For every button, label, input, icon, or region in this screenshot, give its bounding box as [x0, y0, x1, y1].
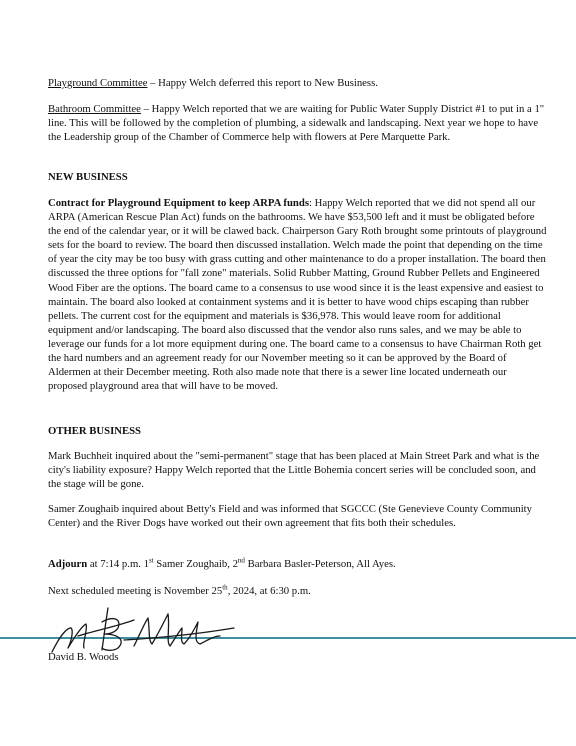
next-meeting-sup: th: [222, 583, 228, 592]
bathroom-committee-text: – Happy Welch reported that we are waiting for Public Water Supply District #1 to put in a 1" line. This will be followed by the completion of plumbing, a sidewalk and landscaping. Next year we hope to have the Leadership group of the Chamber of Commerce help with flowers at Pere Marquette Park.: [48, 103, 545, 144]
adjourn-sup-2: nd: [237, 556, 245, 565]
adjourn-text-a: at 7:14 p.m. 1: [87, 558, 149, 570]
playground-committee-text: – Happy Welch deferred this report to New Business.: [147, 77, 378, 89]
bathroom-committee-paragraph: [48, 102, 548, 144]
other-business-heading: OTHER BUSINESS: [48, 425, 141, 437]
new-business-paragraph: [48, 196, 548, 393]
next-meeting-paragraph: [48, 584, 548, 598]
adjourn-text-c: Barbara Basler-Peterson, All Ayes.: [244, 558, 396, 570]
other-business-paragraph-1: Mark Buchheit inquired about the "semi-permanent" stage that has been placed at Main Street Park and what is the city's liability exposure? Happy Welch reported that the Little Bohemia concert series will be concluded soon, and the stage will be gone.: [48, 450, 540, 491]
adjourn-text-b: Samer Zoughaib, 2: [153, 558, 238, 570]
adjourn-label: Adjourn: [48, 558, 88, 570]
adjourn-paragraph: [48, 557, 548, 571]
playground-committee-paragraph: [48, 76, 548, 90]
playground-committee-label: Playground Committee: [48, 77, 148, 89]
next-meeting-text-a: Next scheduled meeting is November 25: [48, 585, 223, 597]
arpa-contract-lead: Contract for Playground Equipment to keep ARPA funds: [48, 197, 309, 209]
other-business-paragraph-2: Samer Zoughaib inquired about Betty's Field and was informed that SGCCC (Ste Genevieve County Community Center) and the River Dogs have worked out their own agreement that fits both their schedules.: [48, 503, 532, 530]
next-meeting-text-b: , 2024, at 6:30 p.m.: [227, 585, 311, 597]
arpa-contract-text: : Happy Welch reported that we did not spend all our ARPA (American Rescue Plan Act) funds on the bathrooms. We have $53,500 left and it must be obligated before the end of the calendar year, or it will be clawed back. Chairperson Gary Roth brought some printouts of playground sets for the board to review. The board then discussed installation. Welch made the point that depending on the time of year the city may be too busy with grass cutting and other maintenance to do a proper installation. The board then discussed the three options for "fall zone" materials. Solid Rubber Matting, Ground Rubber Pellets and Engineered Wood Fiber are the options. The board came to a consensus to use wood since it is the least expensive and easiest to maintain. The board also looked at containment systems and it is better to have wood chips escaping than rubber pellets. The current cost for the equipment and materials is $36,978. This would leave room for additional equipment and/or landscaping. The board also discussed that the vendor also runs sales, and we may be able to leverage our funds for a lot more equipment during one. The board came to a consensus to have Chairman Roth get the hard numbers and an agreement ready for our November meeting so it can be approved by the Board of Aldermen at their December meeting. Roth also made note that there is a sewer line located underneath our proposed playground area that will have to be moved.: [48, 197, 547, 393]
bathroom-committee-label: Bathroom Committee: [48, 103, 141, 115]
signer-name: David B. Woods: [48, 651, 119, 663]
adjourn-sup-1: st: [148, 556, 154, 565]
new-business-heading: NEW BUSINESS: [48, 171, 128, 183]
